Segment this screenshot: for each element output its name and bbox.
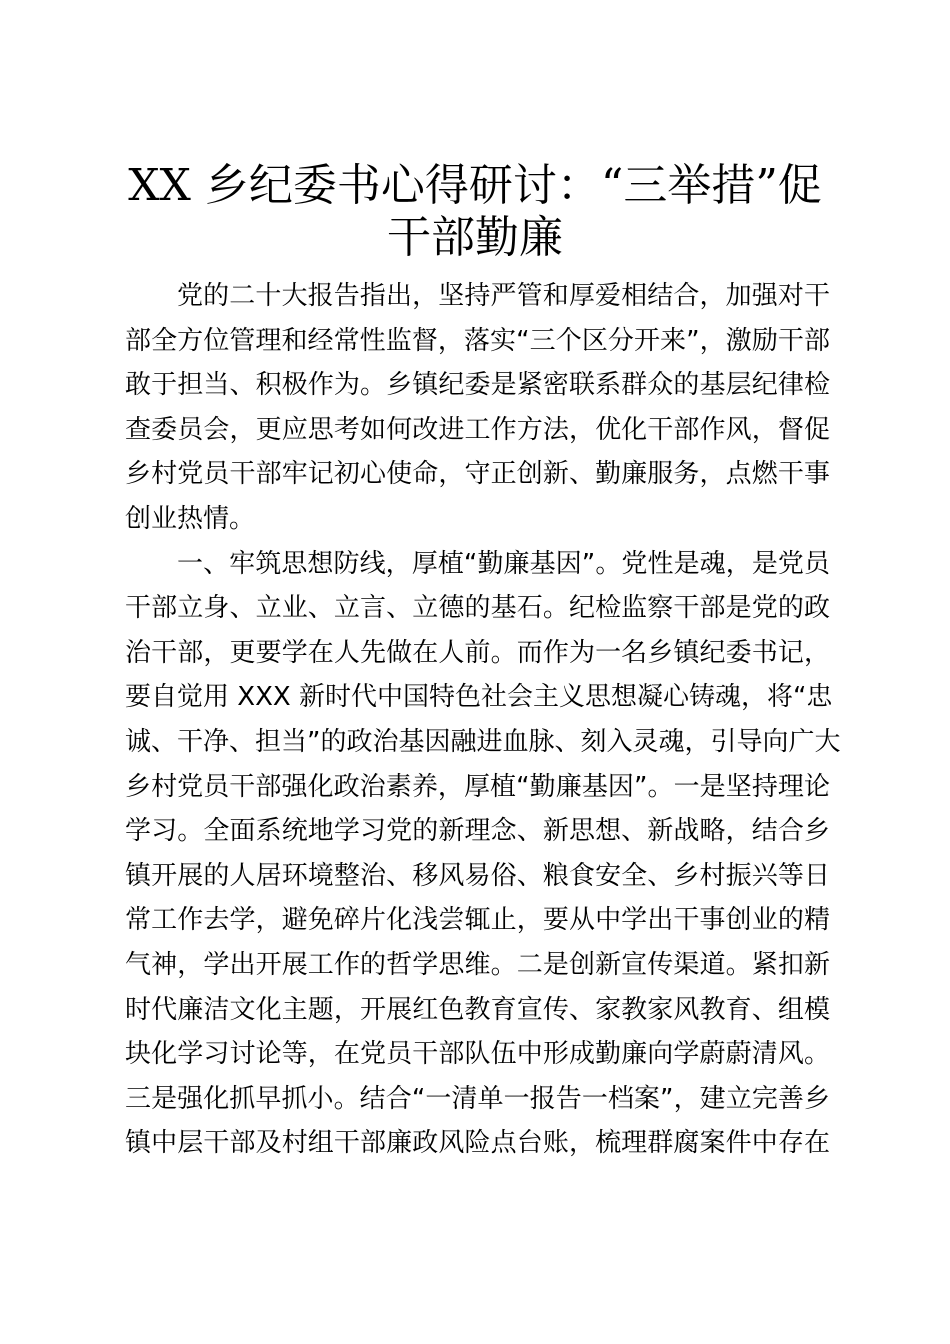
text-line: 镇开展的人居环境整治、移风易俗、粮食安全、乡村振兴等日 bbox=[125, 860, 830, 891]
text-line: 时代廉洁文化主题，开展红色教育宣传、家教家风教育、组模 bbox=[125, 994, 830, 1025]
text-line: 党的二十大报告指出，坚持严管和厚爱相结合，加强对干 bbox=[177, 281, 830, 311]
text-line: 部全方位管理和经常性监督，落实“三个区分开来”，激励干部 bbox=[125, 325, 830, 356]
text-line: 干部立身、立业、立言、立德的基石。纪检监察干部是党的政 bbox=[125, 593, 830, 624]
document-title bbox=[120, 160, 830, 264]
text-line: 气神，学出开展工作的哲学思维。二是创新宣传渠道。紧扣新 bbox=[125, 949, 830, 980]
text-line: 创业热情。 bbox=[125, 503, 256, 534]
text-line: 诚、干净、担当”的政治基因融进血脉、刻入灵魂，引导向广大 bbox=[125, 726, 841, 757]
text-line: 块化学习讨论等，在党员干部队伍中形成勤廉向学蔚蔚清风。 bbox=[125, 1039, 830, 1070]
text-line: 常工作去学，避免碎片化浅尝辄止，要从中学出干事创业的精 bbox=[125, 905, 830, 936]
text-line: 三是强化抓早抓小。结合“一清单一报告一档案”，建立完善乡 bbox=[125, 1083, 830, 1114]
title-line: 干部勤廉 bbox=[387, 212, 563, 263]
text-line: 一、牢筑思想防线，厚植“勤廉基因”。党性是魂，是党员 bbox=[177, 548, 830, 579]
text-line: 学习。全面系统地学习党的新理念、新思想、新战略，结合乡 bbox=[125, 816, 830, 847]
text-line: 查委员会，更应思考如何改进工作方法，优化干部作风，督促 bbox=[125, 414, 830, 445]
paragraph-section-one bbox=[125, 542, 841, 1166]
text-line: 乡村党员干部强化政治素养，厚植“勤廉基因”。一是坚持理论 bbox=[125, 771, 830, 802]
text-line: 镇中层干部及村组干部廉政风险点台账，梳理群腐案件中存在 bbox=[125, 1128, 830, 1159]
document-body bbox=[125, 274, 841, 1166]
text-line: 乡村党员干部牢记初心使命，守正创新、勤廉服务，点燃干事 bbox=[125, 459, 830, 490]
text-line: 治干部，更要学在人先做在人前。而作为一名乡镇纪委书记， bbox=[125, 637, 830, 668]
text-line: 要自觉用 XXX 新时代中国特色社会主义思想凝心铸魂，将“忠 bbox=[125, 682, 833, 713]
title-line: XX 乡纪委书心得研讨：“三举措”促 bbox=[128, 160, 822, 211]
text-line: 敢于担当、积极作为。乡镇纪委是紧密联系群众的基层纪律检 bbox=[125, 370, 830, 401]
paragraph-intro bbox=[125, 274, 830, 542]
